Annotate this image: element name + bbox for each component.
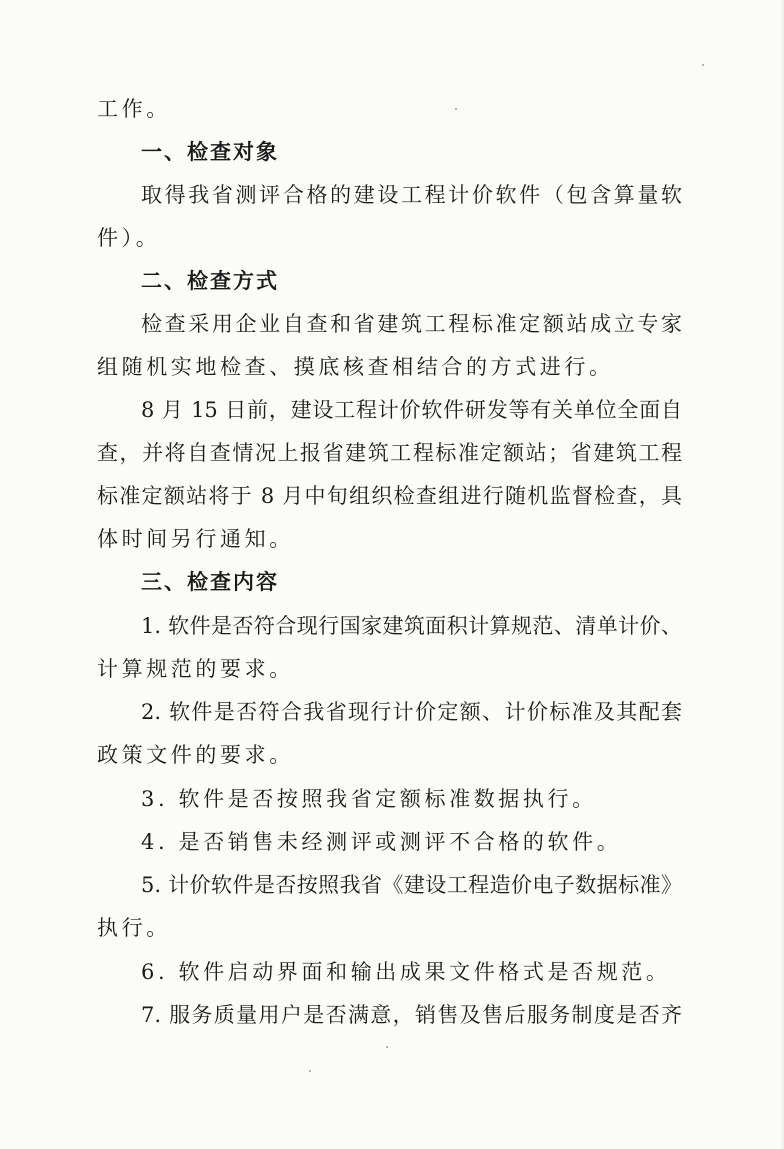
list-item-line: 6. 软件启动界面和输出成果文件格式是否规范。: [141, 960, 671, 984]
scan-speck: [309, 1070, 311, 1072]
paragraph-line: 件）。: [97, 226, 161, 250]
scan-speck: [386, 1046, 388, 1048]
paragraph-line: 8 月 15 日前，建设工程计价软件研发等有关单位全面自: [141, 398, 682, 422]
paragraph-line: 查，并将自查情况上报省建筑工程标准定额站；省建筑工程: [97, 441, 682, 465]
list-item-line: 执行。: [97, 916, 171, 940]
scan-speck: [702, 64, 704, 66]
list-item-line: 4. 是否销售未经测评或测评不合格的软件。: [141, 830, 622, 854]
list-item-line: 计算规范的要求。: [97, 657, 294, 681]
list-item-line: 2. 软件是否符合我省现行计价定额、计价标准及其配套: [141, 700, 682, 724]
section-heading-inspection-targets: 一、检查对象: [141, 140, 279, 164]
list-item-line: 3. 软件是否按照我省定额标准数据执行。: [141, 787, 597, 811]
scan-speck: [455, 108, 457, 110]
list-item-line: 政策文件的要求。: [97, 743, 294, 767]
list-item-line: 7. 服务质量用户是否满意，销售及售后服务制度是否齐: [141, 1003, 682, 1027]
list-item-line: 5. 计价软件是否按照我省《建设工程造价电子数据标准》: [141, 873, 682, 897]
list-item-line: 1. 软件是否符合现行国家建筑面积计算规范、清单计价、: [141, 614, 682, 638]
paragraph-line: 标准定额站将于 8 月中旬组织检查组进行随机监督检查，具: [97, 484, 682, 508]
section-heading-inspection-method: 二、检查方式: [141, 269, 279, 293]
paragraph-line: 检查采用企业自查和省建筑工程标准定额站成立专家: [141, 312, 682, 336]
section-heading-inspection-content: 三、检查内容: [141, 570, 279, 594]
text-line-gongzuo: 工作。: [97, 97, 171, 121]
paragraph-line: 组随机实地检查、摸底核查相结合的方式进行。: [97, 355, 614, 379]
paragraph-line: 体时间另行通知。: [97, 527, 294, 551]
scan-edge-shade: [780, 0, 784, 1149]
paragraph-line: 取得我省测评合格的建设工程计价软件（包含算量软: [141, 183, 682, 207]
